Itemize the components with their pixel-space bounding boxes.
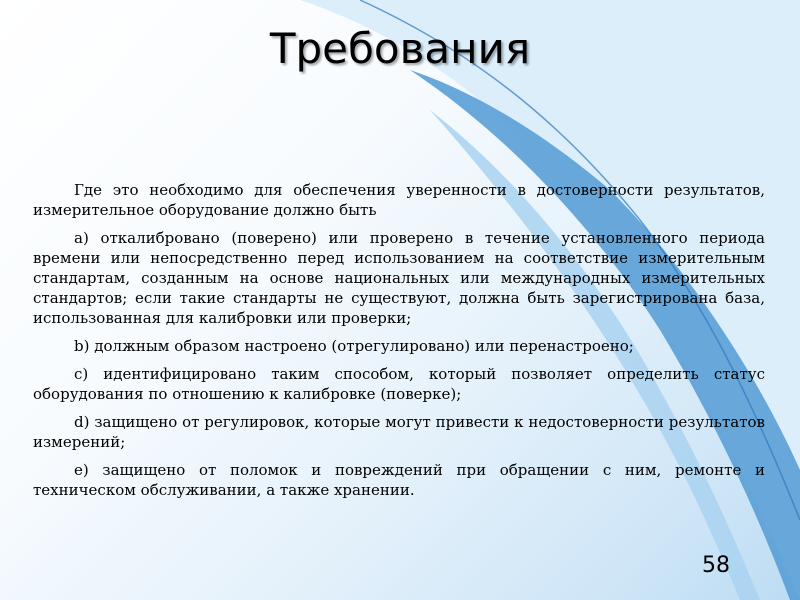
requirements-text bbox=[33, 180, 765, 508]
requirement-c: c) идентифицировано таким способом, который позволяет определить статус оборудования по отношению к калибровке (поверке); bbox=[33, 365, 765, 403]
requirement-b: b) должным образом настроено (отрегулировано) или перенастроено; bbox=[74, 337, 634, 355]
requirement-d: d) защищено от регулировок, которые могут привести к недостоверности результатов измерений; bbox=[33, 413, 765, 451]
requirement-e: e) защищено от поломок и повреждений при обращении с ним, ремонте и техническом обслуживании, а также хранении. bbox=[33, 461, 765, 499]
intro-paragraph: Где это необходимо для обеспечения уверенности в достоверности результатов, измерительное оборудование должно быть bbox=[33, 181, 765, 219]
page-number: 58 bbox=[702, 553, 730, 578]
slide-title: Требования bbox=[269, 24, 531, 73]
requirement-a: a) откалибровано (поверено) или проверено в течение установленного периода времени или непосредственно перед использованием на соответствие измерительным стандартам, созданным на основе национальных или международных измерительных стандартов; если такие стандарты не существуют, должна быть зарегистрирована база, использованная для калибровки или проверки; bbox=[33, 229, 765, 327]
